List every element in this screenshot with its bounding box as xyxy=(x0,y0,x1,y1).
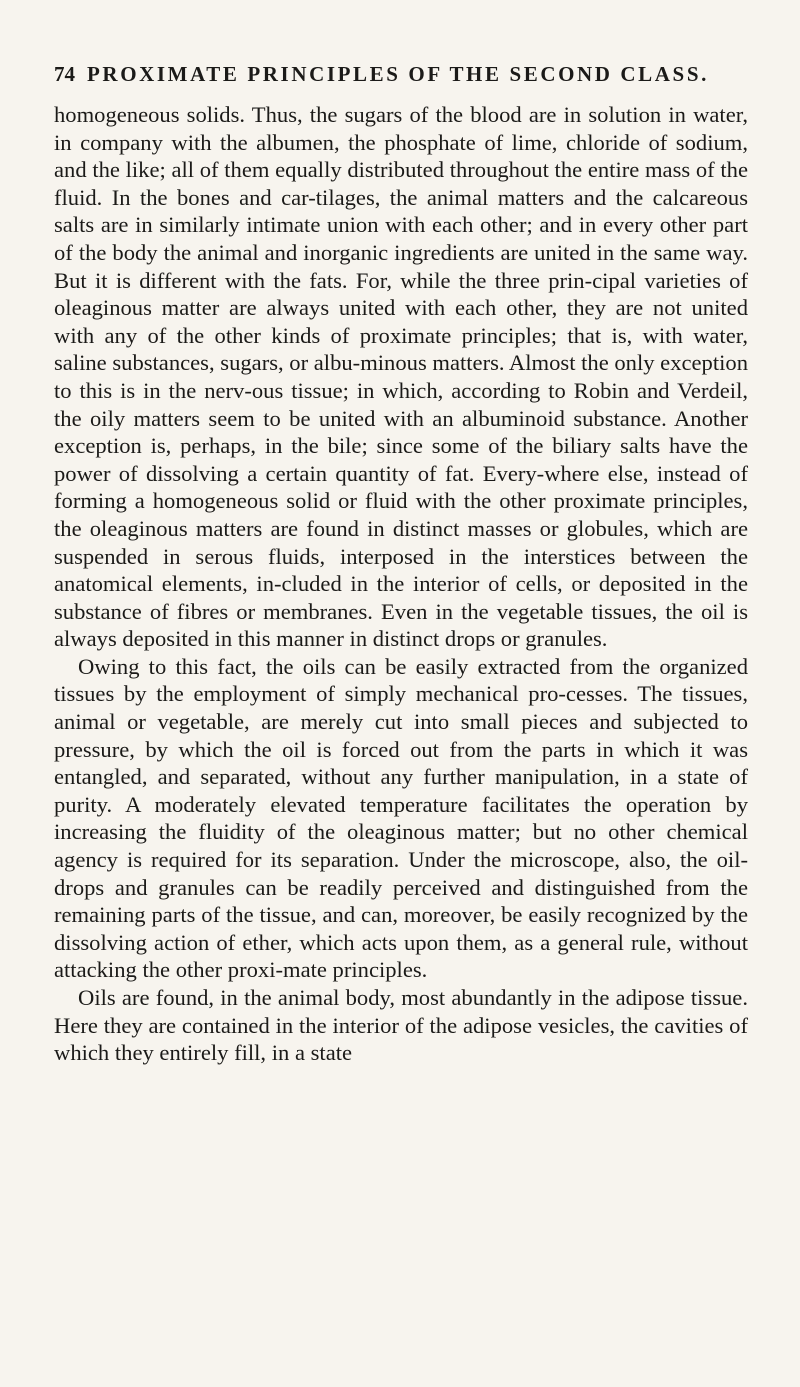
body-text xyxy=(54,101,748,1067)
page-number: 74 xyxy=(54,62,75,86)
paragraph-oil-extraction: Owing to this fact, the oils can be easily extracted from the organized tissues by the employment of simply mechanical pro-cesses. The tissues, animal or vegetable, are merely cut into small pieces and subjected to pressure, by which the oil is forced out from the parts in which it was entangled, and separated, without any further manipulation, in a state of purity. A moderately elevated temperature facilitates the operation by increasing the fluidity of the oleaginous matter; but no other chemical agency is required for its separation. Under the microscope, also, the oil-drops and granules can be readily perceived and distinguished from the remaining parts of the tissue, and can, moreover, be easily recognized by the dissolving action of ether, which acts upon them, as a general rule, without attacking the other proxi-mate principles. xyxy=(54,653,748,983)
running-title: PROXIMATE PRINCIPLES OF THE SECOND CLASS. xyxy=(87,62,709,86)
running-head xyxy=(54,62,748,87)
paragraph-adipose-tissue: Oils are found, in the animal body, most abundantly in the adipose tissue. Here they are contained in the interior of the adipose vesicles, the cavities of which they entirely fill, in a state xyxy=(54,985,748,1066)
paragraph-continued: homogeneous solids. Thus, the sugars of the blood are in solution in water, in company with the albumen, the phosphate of lime, chloride of sodium, and the like; all of them equally distributed throughout the entire mass of the fluid. In the bones and car-tilages, the animal matters and the calcareous salts are in similarly intimate union with each other; and in every other part of the body the animal and inorganic ingredients are united in the same way. But it is different with the fats. For, while the three prin-cipal varieties of oleaginous matter are always united with each other, they are not united with any of the other kinds of proximate principles; that is, with water, saline substances, sugars, or albu-minous matters. Almost the only exception to this is in the nerv-ous tissue; in which, according to Robin and Verdeil, the oily matters seem to be united with an albuminoid substance. Another exception is, perhaps, in the bile; since some of the biliary salts have the power of dissolving a certain quantity of fat. Every-where else, instead of forming a homogeneous solid or fluid with the other proximate principles, the oleaginous matters are found in distinct masses or globules, which are suspended in serous fluids, interposed in the interstices between the anatomical elements, in-cluded in the interior of cells, or deposited in the substance of fibres or membranes. Even in the vegetable tissues, the oil is always deposited in this manner in distinct drops or granules. xyxy=(54,102,749,652)
